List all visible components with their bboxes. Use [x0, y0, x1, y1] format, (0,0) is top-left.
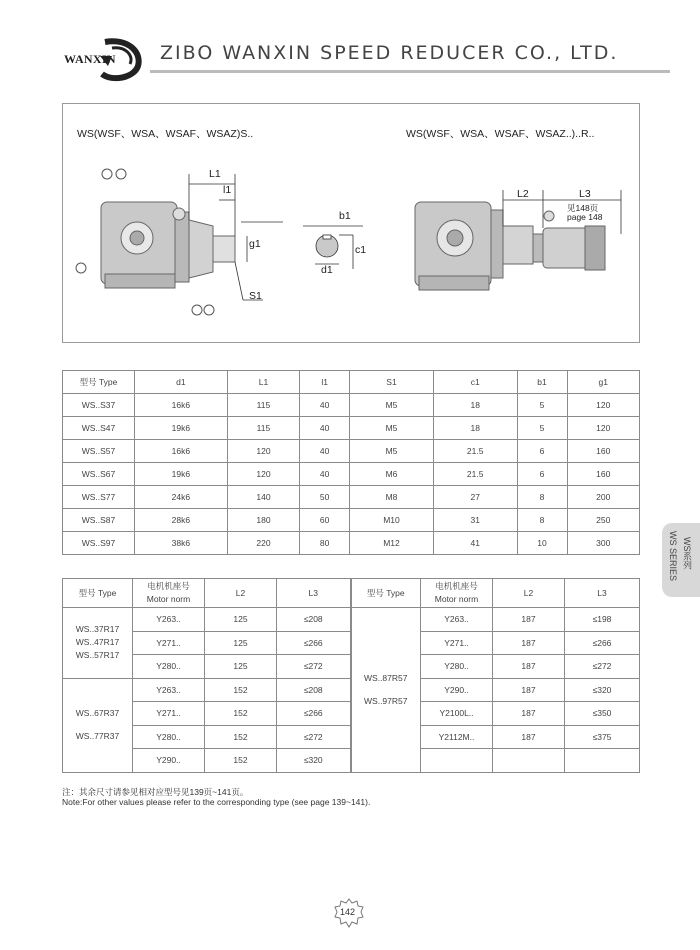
empty-cell	[421, 749, 493, 773]
cell: 6	[517, 463, 567, 486]
cell: 152	[205, 725, 277, 749]
cell: 115	[227, 417, 299, 440]
col-motor-right	[421, 579, 493, 608]
cell: 152	[205, 678, 277, 702]
cell: 120	[567, 394, 640, 417]
col-l1: l1	[300, 371, 350, 394]
cell: WS..S67	[63, 463, 135, 486]
see-page-en: page 148	[567, 212, 603, 222]
cell: ≤208	[277, 678, 351, 702]
cell: M5	[350, 394, 434, 417]
cell: WS..S57	[63, 440, 135, 463]
cell: 40	[300, 417, 350, 440]
col-L3-right: L3	[565, 579, 640, 608]
table-row	[63, 394, 640, 417]
cell: 10	[517, 532, 567, 555]
type-label: WS..67R37	[75, 708, 120, 718]
cell: 180	[227, 509, 299, 532]
cell: Y280..	[421, 655, 493, 679]
company-name: ZIBO WANXIN SPEED REDUCER CO., LTD.	[160, 42, 619, 64]
cell: 27	[433, 486, 517, 509]
col-motor-left	[133, 579, 205, 608]
cell: 220	[227, 532, 299, 555]
cell: 152	[205, 749, 277, 773]
cell: WS..S37	[63, 394, 135, 417]
type-group-r37	[63, 678, 133, 772]
side-tab-cn: WS系列	[682, 537, 692, 570]
cell: 38k6	[135, 532, 228, 555]
cell: WS..S77	[63, 486, 135, 509]
dim-c1: c1	[355, 244, 367, 256]
cell: Y290..	[421, 678, 493, 702]
cell: 28k6	[135, 509, 228, 532]
type-label: WS..97R57	[364, 695, 408, 706]
cell: 40	[300, 440, 350, 463]
empty-cell	[493, 749, 565, 773]
cell: ≤266	[565, 631, 640, 655]
col-c1: c1	[433, 371, 517, 394]
cell: 120	[567, 417, 640, 440]
cell: 40	[300, 463, 350, 486]
col-d1: d1	[135, 371, 228, 394]
cell: 5	[517, 417, 567, 440]
cell: 250	[567, 509, 640, 532]
cell: 19k6	[135, 417, 228, 440]
left-gearbox	[101, 202, 235, 288]
cell: Y271..	[133, 702, 205, 726]
cell: ≤198	[565, 608, 640, 632]
cell: 80	[300, 532, 350, 555]
cell: 18	[433, 417, 517, 440]
cell: M6	[350, 463, 434, 486]
cell: WS..S87	[63, 509, 135, 532]
cell: ≤320	[565, 678, 640, 702]
table-row	[63, 486, 640, 509]
see-page-cn: 见148页	[567, 203, 599, 213]
type-label: WS..77R37	[75, 731, 120, 741]
cell: 125	[205, 631, 277, 655]
cell: WS..S97	[63, 532, 135, 555]
series-side-tab[interactable]	[662, 523, 700, 597]
cell: Y271..	[133, 631, 205, 655]
cell: 18	[433, 394, 517, 417]
col-L2-right: L2	[493, 579, 565, 608]
cell: M12	[350, 532, 434, 555]
cell: Y280..	[133, 655, 205, 679]
page-header	[50, 30, 670, 90]
cell: 8	[517, 486, 567, 509]
cell: 115	[227, 394, 299, 417]
table-row	[63, 440, 640, 463]
table-row	[63, 463, 640, 486]
dim-d1: d1	[321, 264, 333, 276]
cell: ≤208	[277, 608, 351, 632]
cell: M5	[350, 417, 434, 440]
cell: Y263..	[421, 608, 493, 632]
cell: ≤272	[277, 655, 351, 679]
cell: 187	[493, 608, 565, 632]
s-series-dimension-table	[62, 370, 640, 555]
cell: 125	[205, 655, 277, 679]
header-divider	[150, 70, 670, 73]
cell: ≤272	[277, 725, 351, 749]
cell: 21.5	[433, 440, 517, 463]
motor-cn-label: 电机机座号	[147, 581, 190, 591]
cell: 120	[227, 463, 299, 486]
cell: 41	[433, 532, 517, 555]
cell: 140	[227, 486, 299, 509]
cell: ≤266	[277, 631, 351, 655]
cell: 187	[493, 631, 565, 655]
cell: M8	[350, 486, 434, 509]
cell: 31	[433, 509, 517, 532]
left-drawing-title: WS(WSF、WSA、WSAF、WSAZ)S..	[77, 128, 254, 140]
motor-cn-label: 电机机座号	[435, 581, 478, 591]
col-b1: b1	[517, 371, 567, 394]
table-row	[63, 417, 640, 440]
cell: 6	[517, 440, 567, 463]
col-type: 型号 Type	[63, 371, 135, 394]
cell: Y2112M..	[421, 725, 493, 749]
empty-cell	[565, 749, 640, 773]
cell: 160	[567, 463, 640, 486]
note-en: Note:For other values please refer to the corresponding type (see page 139~141).	[62, 797, 371, 807]
dim-g1: g1	[249, 238, 261, 250]
cell: ≤266	[277, 702, 351, 726]
type-label: WS..57R17	[75, 650, 120, 661]
cell: 125	[205, 608, 277, 632]
dim-S1: S1	[249, 290, 262, 302]
cell: 60	[300, 509, 350, 532]
dim-L3: L3	[579, 188, 591, 200]
cell: ≤272	[565, 655, 640, 679]
cell: ≤375	[565, 725, 640, 749]
cell: WS..S47	[63, 417, 135, 440]
dim-b1: b1	[339, 210, 351, 222]
cell: 300	[567, 532, 640, 555]
cell: 19k6	[135, 463, 228, 486]
cell: Y280..	[133, 725, 205, 749]
cell: 21.5	[433, 463, 517, 486]
cell: M5	[350, 440, 434, 463]
motor-en-label: Motor norm	[434, 594, 479, 604]
table-row	[63, 532, 640, 555]
cell: Y271..	[421, 631, 493, 655]
cell: 152	[205, 702, 277, 726]
col-L1: L1	[227, 371, 299, 394]
cell: 24k6	[135, 486, 228, 509]
col-type-left: 型号 Type	[63, 579, 133, 608]
col-S1: S1	[350, 371, 434, 394]
cell: 187	[493, 655, 565, 679]
cell: 16k6	[135, 394, 228, 417]
r-series-motor-table	[62, 578, 640, 773]
type-label: WS..47R17	[75, 637, 120, 648]
note-cn: 注：其余尺寸请参见相对应型号见139页~141页。	[62, 787, 249, 797]
type-label: WS..87R57	[364, 672, 408, 683]
cell: ≤350	[565, 702, 640, 726]
table-header-row	[63, 579, 640, 608]
page-number: 142	[340, 907, 356, 917]
cell: 160	[567, 440, 640, 463]
dim-L1: L1	[209, 168, 221, 180]
cell: 8	[517, 509, 567, 532]
motor-en-label: Motor norm	[146, 594, 191, 604]
cell: 5	[517, 394, 567, 417]
cell: Y263..	[133, 678, 205, 702]
cell: 200	[567, 486, 640, 509]
type-group-r57	[351, 608, 421, 773]
cell: Y263..	[133, 608, 205, 632]
cell: Y290..	[133, 749, 205, 773]
cell: 187	[493, 725, 565, 749]
type-group-r17	[63, 608, 133, 679]
cell: M10	[350, 509, 434, 532]
col-type-right: 型号 Type	[351, 579, 421, 608]
col-g1: g1	[567, 371, 640, 394]
side-tab-en: WS SERIES	[668, 531, 678, 582]
cell: 16k6	[135, 440, 228, 463]
cell: 187	[493, 678, 565, 702]
cell: ≤320	[277, 749, 351, 773]
table-row	[63, 509, 640, 532]
technical-drawing	[62, 103, 640, 343]
table-header-row	[63, 371, 640, 394]
dim-L2: L2	[517, 188, 529, 200]
col-L2-left: L2	[205, 579, 277, 608]
dim-l1: l1	[223, 184, 232, 196]
col-L3-left: L3	[277, 579, 351, 608]
cell: 40	[300, 394, 350, 417]
cell: 50	[300, 486, 350, 509]
table-row	[63, 608, 640, 632]
cell: Y2100L..	[421, 702, 493, 726]
cell: 120	[227, 440, 299, 463]
drawing-figures	[63, 104, 641, 344]
logo-text: WANXIN	[64, 52, 116, 66]
cell: 187	[493, 702, 565, 726]
type-label: WS..37R17	[75, 624, 120, 635]
right-drawing-title: WS(WSF、WSA、WSAF、WSAZ..)..R..	[406, 128, 595, 140]
